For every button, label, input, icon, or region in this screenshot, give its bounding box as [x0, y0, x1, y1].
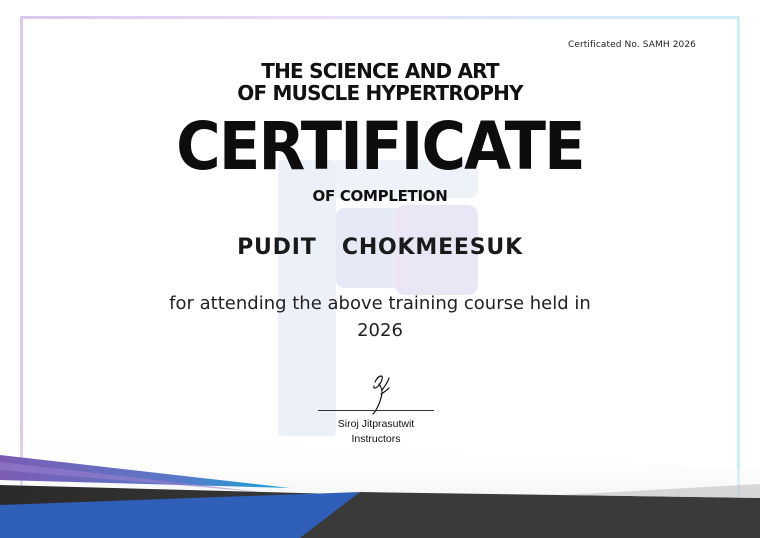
signatory-role: Instructors	[351, 433, 401, 445]
recipient-name: PUDIT CHOKMEESUK	[237, 235, 523, 260]
course-title-line1: THE SCIENCE AND ART	[261, 59, 499, 83]
certificate-number: Certificated No. SAMH 2026	[567, 40, 696, 50]
certificate-title: CERTIFICATE	[176, 108, 584, 185]
statement-line2: 2026	[357, 320, 403, 341]
course-title-line2: OF MUSCLE HYPERTROPHY	[237, 81, 523, 105]
statement-line1: for attending the above training course held in	[169, 293, 591, 314]
certificate-subtitle: OF COMPLETION	[312, 187, 448, 205]
signatory-name: Siroj Jitprasutwit	[337, 418, 415, 430]
